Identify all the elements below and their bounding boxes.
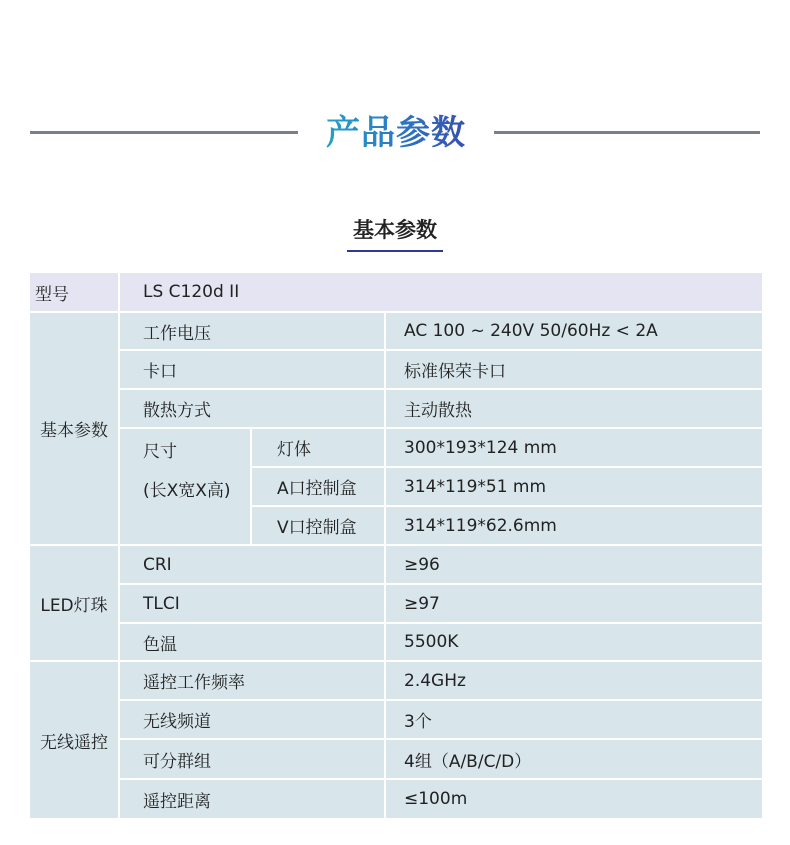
group-led: LED灯珠 (30, 546, 118, 660)
led-row-label: TLCI (120, 585, 384, 622)
section-title: 基本参数 (353, 218, 437, 242)
group-basic: 基本参数 (30, 313, 118, 544)
basic-row-value: 主动散热 (386, 390, 762, 427)
wireless-row-label: 无线频道 (120, 701, 384, 738)
wireless-row-value: ≤100m (386, 780, 762, 818)
wireless-row-label: 可分群组 (120, 740, 384, 778)
basic-row-value: AC 100 ~ 240V 50/60Hz < 2A (386, 313, 762, 349)
wireless-row-value: 2.4GHz (386, 662, 762, 699)
wireless-row-value: 3个 (386, 701, 762, 738)
header-rule-left (30, 131, 298, 134)
size-row-label: V口控制盒 (252, 507, 384, 544)
led-row-value: 5500K (386, 624, 762, 660)
model-label: 型号 (30, 273, 118, 311)
size-row-label: A口控制盒 (252, 468, 384, 505)
led-row-value: ≥96 (386, 546, 762, 583)
size-label-line1: 尺寸 (143, 442, 177, 462)
basic-row-value: 标准保荣卡口 (386, 351, 762, 388)
size-row-label: 灯体 (252, 429, 384, 466)
led-row-value: ≥97 (386, 585, 762, 622)
size-label (120, 429, 250, 544)
size-row-value: 314*119*51 mm (386, 468, 762, 505)
wireless-row-label: 遥控距离 (120, 780, 384, 818)
page-title: 产品参数 (298, 110, 494, 156)
section-title-underline (347, 250, 443, 252)
model-value: LS C120d II (120, 273, 762, 311)
led-row-label: CRI (120, 546, 384, 583)
header-rule-right (494, 131, 760, 134)
group-wireless: 无线遥控 (30, 662, 118, 818)
spec-table (30, 273, 762, 818)
basic-row-label: 工作电压 (120, 313, 384, 349)
led-row-label: 色温 (120, 624, 384, 660)
size-label-line2: (长X宽X高) (143, 481, 231, 501)
basic-row-label: 散热方式 (120, 390, 384, 427)
size-row-value: 314*119*62.6mm (386, 507, 762, 544)
wireless-row-label: 遥控工作频率 (120, 662, 384, 699)
wireless-row-value: 4组（A/B/C/D） (386, 740, 762, 778)
size-row-value: 300*193*124 mm (386, 429, 762, 466)
basic-row-label: 卡口 (120, 351, 384, 388)
